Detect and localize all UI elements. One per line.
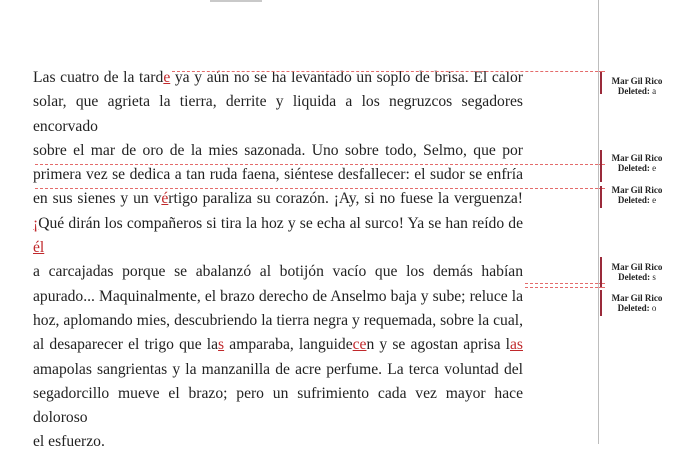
balloon-label: Deleted: [617,303,650,313]
text-run: Las cuatro de la tard [33,69,164,86]
balloon-value: s [652,272,656,282]
balloon-value: a [652,86,657,96]
body-paragraph[interactable] [33,66,523,455]
text-run: solar, que agrieta la tierra, derrite y liquida a los negruzcos segadores encorvado [33,93,523,135]
tracked-insertion: ¡ [33,214,39,232]
text-line [33,309,523,333]
balloon-author: Mar Gil Rico [611,262,663,272]
change-bar [600,72,602,94]
revision-leader [525,287,598,288]
revision-leader [35,188,598,189]
text-line [33,358,523,382]
balloon-value: o [651,303,657,313]
text-run: al desaparecer el trigo que la [33,336,219,354]
page-edge [598,0,599,444]
text-line [33,139,523,163]
text-line [33,187,523,211]
text-run: a carcajadas porque se abalanzó al botijón vacío que los demás habían [33,263,523,281]
revision-leader [172,71,598,72]
tracked-insertion: as [510,336,523,354]
text-line [33,430,523,454]
text-run: amapolas sangrientas y la manzanilla de acre perfume. La terca voluntad del [33,360,523,378]
revision-leader [525,283,598,284]
balloon-label: Deleted: [618,272,651,282]
deletion-balloon[interactable] [605,153,669,173]
text-run: el esfuerzo. [33,433,105,451]
page-top-tab [210,0,262,2]
text-line [33,90,523,139]
text-line [33,382,523,431]
text-run: ya y aún no se ha levantado un soplo de brisa. El calor [170,69,523,86]
balloon-value: e [652,163,657,173]
text-line [33,212,523,261]
change-bar [600,150,602,182]
text-run: en sus sienes y un v [33,190,162,208]
text-run: segadorcillo mueve el brazo; pero un sufrimiento cada vez mayor hace doloroso [33,384,523,427]
deletion-balloon[interactable] [605,293,669,313]
deletion-balloon[interactable] [605,262,669,282]
text-run: hoz, aplomando mies, descubriendo la tierra negra y requemada, sobre la cual, [33,311,523,329]
text-run: Qué dirán los compañeros si tira la hoz y se echa al surco! Ya se han reído de [38,214,523,232]
text-run: primera vez se dedica a tan ruda faena, siéntese desfallecer: el sudor se enfría [33,166,523,184]
text-line [33,66,523,90]
balloon-label: Deleted: [617,86,650,96]
tracked-insertion: e [163,69,171,86]
balloon-author: Mar Gil Rico [611,185,663,195]
balloon-author: Mar Gil Rico [611,293,663,303]
text-line [33,285,523,309]
tracked-insertion: él [33,239,45,257]
change-bar [600,186,602,208]
text-run: n y se agostan aprisa l [366,336,510,354]
balloon-value: e [652,195,657,205]
tracked-insertion: ce [352,336,367,354]
change-bar [600,290,602,316]
text-line [33,333,523,357]
revision-leader [35,164,598,165]
balloon-leader [599,287,605,288]
text-run: rtigo paraliza su corazón. ¡Ay, si no fuese la verguenza! [168,190,523,208]
change-bar [600,257,602,287]
balloon-author: Mar Gil Rico [611,76,663,86]
tracked-insertion: é [161,190,169,208]
deletion-balloon[interactable] [605,185,669,205]
balloon-label: Deleted: [617,163,650,173]
balloon-label: Deleted: [617,195,650,205]
text-run: apurado... Maquinalmente, el brazo derecho de Anselmo baja y sube; reluce la [33,287,523,305]
balloon-author: Mar Gil Rico [611,153,663,163]
text-line [33,260,523,284]
tracked-insertion: s [218,336,225,354]
text-run: amparaba, languide [224,336,353,354]
text-line [33,163,523,187]
deletion-balloon[interactable] [605,76,669,96]
text-run: sobre el mar de oro de la mies sazonada. Uno sobre todo, Selmo, que por [33,141,523,159]
